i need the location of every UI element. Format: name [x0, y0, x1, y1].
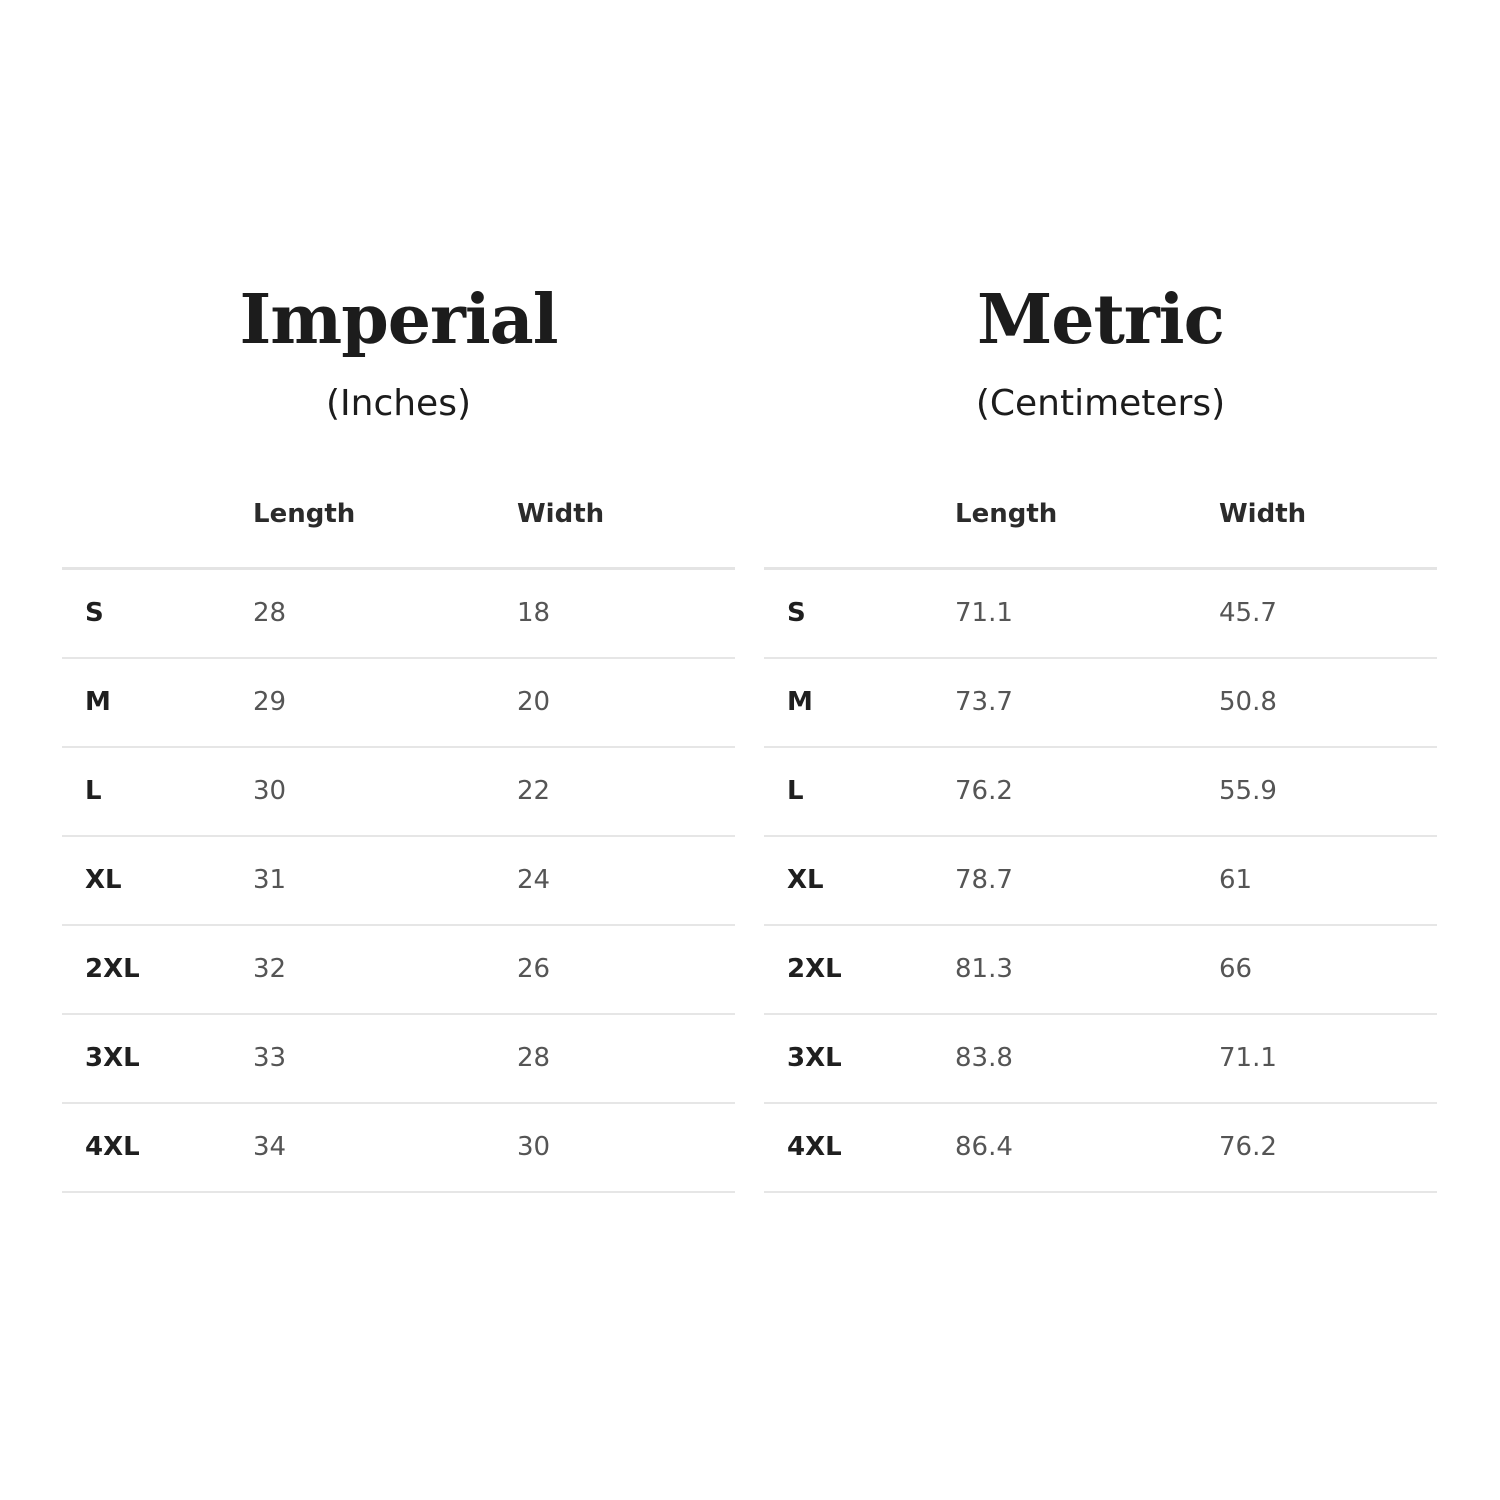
size-label: L — [787, 776, 804, 806]
table-row — [764, 570, 1437, 659]
table-row — [764, 1015, 1437, 1104]
width-value: 55.9 — [1219, 776, 1277, 806]
length-value: 34 — [253, 1132, 287, 1162]
table-row — [764, 837, 1437, 926]
width-value: 24 — [517, 865, 551, 895]
length-value: 76.2 — [955, 776, 1013, 806]
length-value: 30 — [253, 776, 287, 806]
length-value: 71.1 — [955, 598, 1013, 628]
size-label: 3XL — [85, 1043, 140, 1073]
table-row — [764, 748, 1437, 837]
width-value: 66 — [1219, 954, 1253, 984]
table-row — [764, 659, 1437, 748]
width-value: 45.7 — [1219, 598, 1277, 628]
size-label: S — [787, 598, 806, 628]
length-value: 33 — [253, 1043, 287, 1073]
imperial-length-header: Length — [253, 499, 356, 529]
size-label: 4XL — [787, 1132, 842, 1162]
width-value: 20 — [517, 687, 551, 717]
length-value: 86.4 — [955, 1132, 1013, 1162]
metric-length-header: Length — [955, 499, 1058, 529]
size-label: XL — [787, 865, 824, 895]
table-row — [764, 926, 1437, 1015]
table-row — [764, 1104, 1437, 1193]
table-row — [62, 570, 735, 659]
width-value: 50.8 — [1219, 687, 1277, 717]
imperial-header-row — [62, 487, 735, 570]
width-value: 76.2 — [1219, 1132, 1277, 1162]
length-value: 73.7 — [955, 687, 1013, 717]
imperial-width-header: Width — [517, 499, 605, 529]
length-value: 83.8 — [955, 1043, 1013, 1073]
length-value: 31 — [253, 865, 287, 895]
width-value: 71.1 — [1219, 1043, 1277, 1073]
imperial-title: Imperial — [239, 280, 558, 360]
metric-header-row — [764, 487, 1437, 570]
table-row — [62, 926, 735, 1015]
table-row — [62, 748, 735, 837]
metric-subtitle: (Centimeters) — [975, 383, 1226, 424]
size-label: XL — [85, 865, 122, 895]
width-value: 26 — [517, 954, 551, 984]
metric-title: Metric — [976, 280, 1224, 360]
width-value: 22 — [517, 776, 551, 806]
imperial-size-chart — [62, 280, 735, 1193]
length-value: 81.3 — [955, 954, 1013, 984]
size-label: 3XL — [787, 1043, 842, 1073]
width-value: 30 — [517, 1132, 551, 1162]
size-label: M — [787, 687, 813, 717]
imperial-subtitle: (Inches) — [325, 383, 472, 424]
size-label: M — [85, 687, 111, 717]
width-value: 28 — [517, 1043, 551, 1073]
table-row — [62, 837, 735, 926]
size-label: 2XL — [787, 954, 842, 984]
table-row — [62, 1015, 735, 1104]
size-label: L — [85, 776, 102, 806]
width-value: 61 — [1219, 865, 1253, 895]
table-row — [62, 659, 735, 748]
table-row — [62, 1104, 735, 1193]
metric-width-header: Width — [1219, 499, 1307, 529]
length-value: 28 — [253, 598, 287, 628]
size-label: 2XL — [85, 954, 140, 984]
length-value: 32 — [253, 954, 287, 984]
length-value: 78.7 — [955, 865, 1013, 895]
size-label: 4XL — [85, 1132, 140, 1162]
length-value: 29 — [253, 687, 287, 717]
size-label: S — [85, 598, 104, 628]
metric-size-chart — [764, 280, 1437, 1193]
width-value: 18 — [517, 598, 551, 628]
